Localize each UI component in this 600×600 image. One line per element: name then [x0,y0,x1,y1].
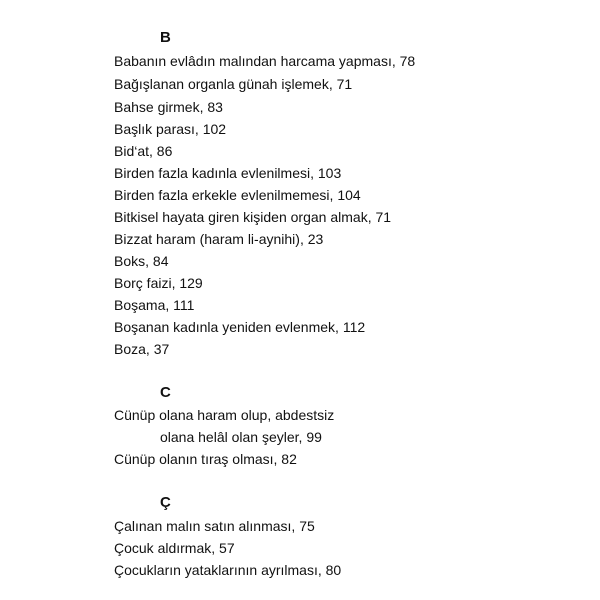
index-entry: Cünüp olana haram olup, abdestsiz [114,407,335,423]
index-entry: Bağışlanan organla günah işlemek, 71 [114,76,353,92]
index-entry: Boza, 37 [114,341,170,357]
section-letter-c-cedilla: Ç [160,494,171,511]
index-entry: Çocukların yataklarının ayrılması, 80 [114,562,342,578]
index-entry: Boşanan kadınla yeniden evlenmek, 112 [114,319,366,335]
index-entry: Çocuk aldırmak, 57 [114,540,235,556]
index-entry: Babanın evlâdın malından harcama yapması, 78 [114,53,416,69]
index-entry: Boks, 84 [114,253,169,269]
index-entry: Bitkisel hayata giren kişiden organ almak, 71 [114,209,392,225]
index-entry: Boşama, 111 [114,297,195,313]
index-entry: Birden fazla erkekle evlenilmemesi, 104 [114,187,361,203]
index-entry-continuation: olana helâl olan şeyler, 99 [160,429,322,445]
index-entry: Başlık parası, 102 [114,121,227,137]
index-entry: Bid‘at, 86 [114,143,173,159]
index-entry: Bizzat haram (haram li-aynihi), 23 [114,231,324,247]
index-entry: Borç faizi, 129 [114,275,203,291]
index-entry: Cünüp olanın tıraş olması, 82 [114,451,297,467]
index-entry: Bahse girmek, 83 [114,99,223,115]
section-letter-c: C [160,384,171,401]
index-entry: Birden fazla kadınla evlenilmesi, 103 [114,165,342,181]
index-entry: Çalınan malın satın alınması, 75 [114,518,315,534]
section-letter-b: B [160,29,171,46]
